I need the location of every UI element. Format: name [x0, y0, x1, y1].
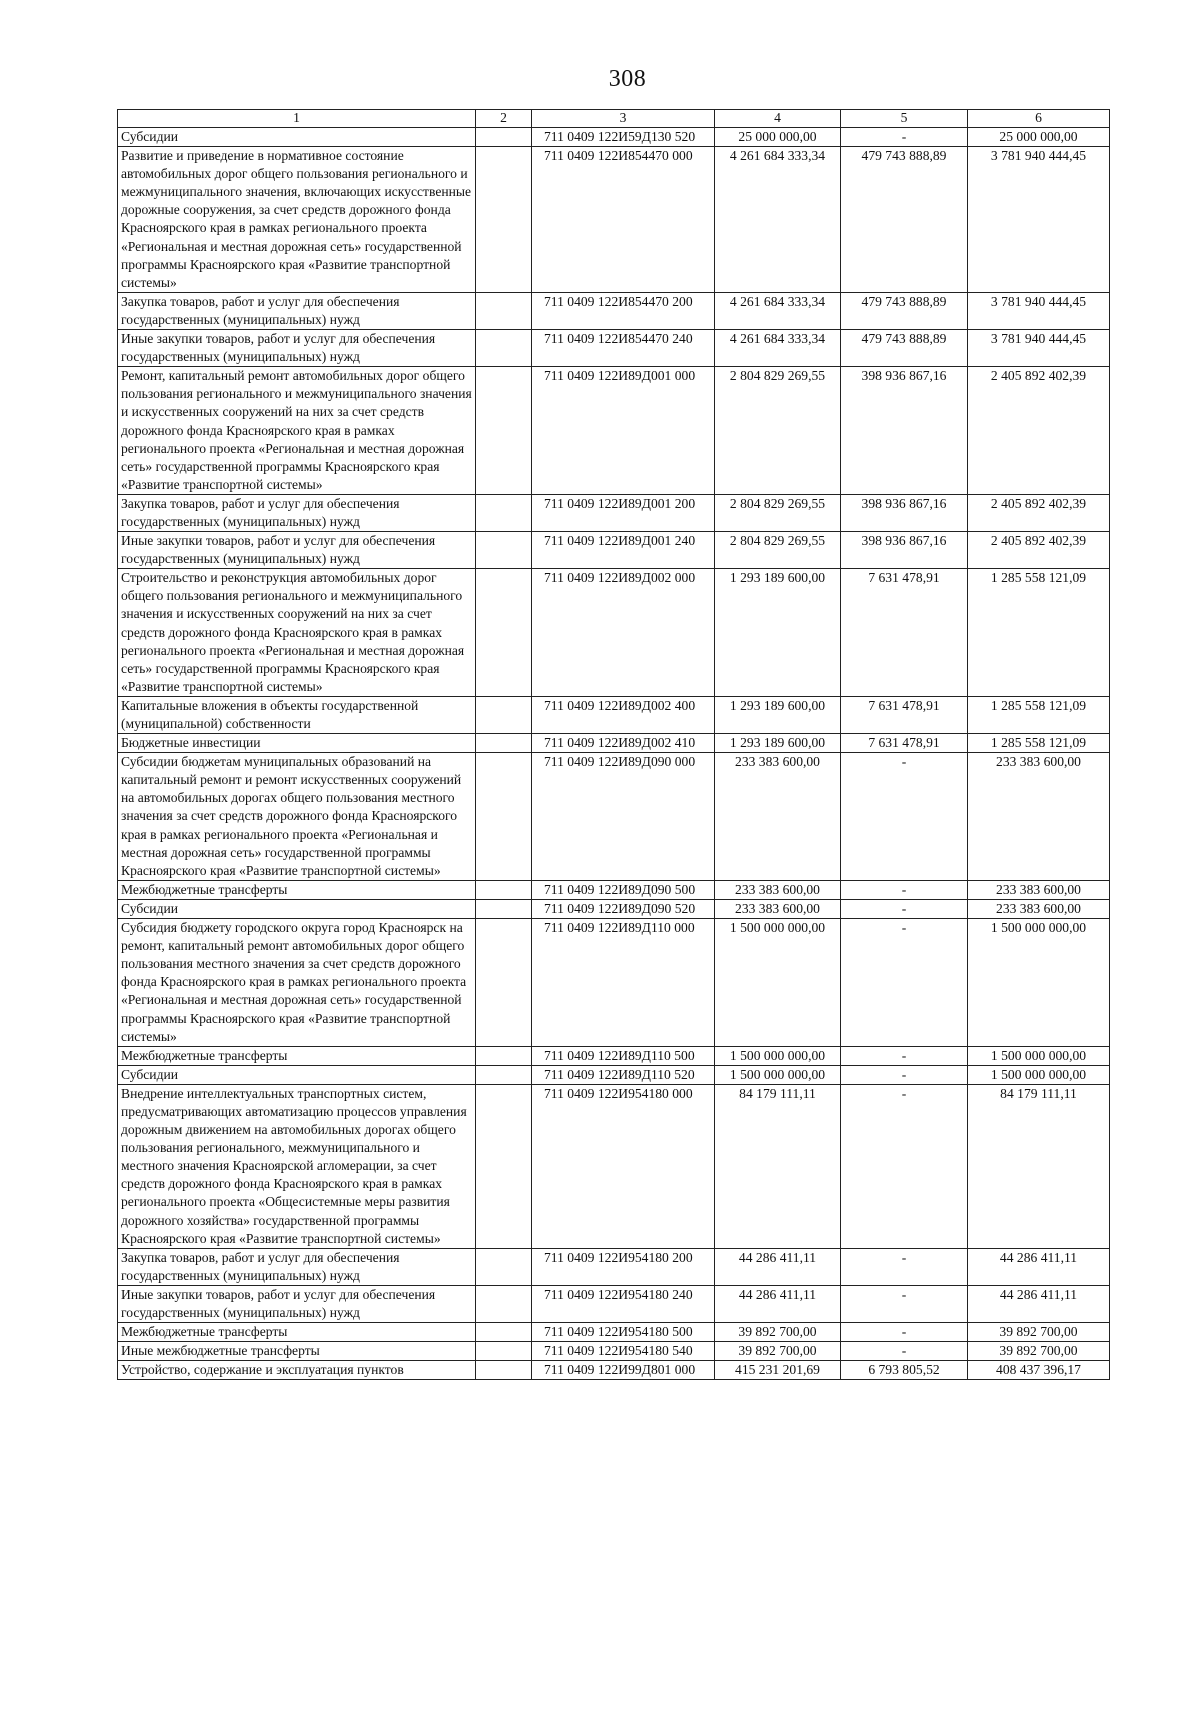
row-amount-cell: 84 179 111,11 [968, 1084, 1110, 1248]
row-amount-cell: 39 892 700,00 [715, 1342, 841, 1361]
row-empty-cell [476, 494, 532, 531]
row-amount-cell: - [841, 1323, 968, 1342]
row-amount-cell: 233 383 600,00 [715, 899, 841, 918]
row-name-cell: Субсидии [118, 899, 476, 918]
row-amount-cell: 1 500 000 000,00 [715, 1065, 841, 1084]
row-amount-cell: 25 000 000,00 [715, 128, 841, 147]
table-row [118, 367, 1110, 495]
row-code-cell: 711 0409 122И89Д090 500 [532, 880, 715, 899]
row-amount-cell: 44 286 411,11 [968, 1285, 1110, 1322]
row-amount-cell: - [841, 1342, 968, 1361]
row-amount-cell: 233 383 600,00 [968, 880, 1110, 899]
row-amount-cell: 479 743 888,89 [841, 292, 968, 329]
row-amount-cell: - [841, 919, 968, 1047]
row-amount-cell: 398 936 867,16 [841, 367, 968, 495]
row-code-cell: 711 0409 122И89Д002 000 [532, 569, 715, 697]
row-amount-cell: 1 500 000 000,00 [968, 1046, 1110, 1065]
row-code-cell: 711 0409 122И89Д001 000 [532, 367, 715, 495]
table-row [118, 753, 1110, 881]
row-amount-cell: 1 500 000 000,00 [968, 919, 1110, 1047]
row-empty-cell [476, 1361, 532, 1380]
row-amount-cell: 7 631 478,91 [841, 569, 968, 697]
row-name-cell: Бюджетные инвестиции [118, 734, 476, 753]
row-code-cell: 711 0409 122И89Д110 500 [532, 1046, 715, 1065]
header-cell: 5 [841, 110, 968, 128]
row-amount-cell: - [841, 1065, 968, 1084]
row-empty-cell [476, 1285, 532, 1322]
table-row [118, 1248, 1110, 1285]
header-cell: 2 [476, 110, 532, 128]
row-empty-cell [476, 532, 532, 569]
row-amount-cell: - [841, 1084, 968, 1248]
row-amount-cell: 2 804 829 269,55 [715, 532, 841, 569]
row-code-cell: 711 0409 122И954180 200 [532, 1248, 715, 1285]
page-number: 308 [608, 66, 647, 92]
row-name-cell: Развитие и приведение в нормативное состояние автомобильных дорог общего пользования регионального и межмуниципального значения, включающих искусственные дорожные сооружения, за счет средств дорожного фонда Красноярского края в рамках регионального проекта «Региональная и местная дорожная сеть» государственной программы Красноярского края «Развитие транспортной системы» [118, 147, 476, 293]
row-name-cell: Закупка товаров, работ и услуг для обеспечения государственных (муниципальных) нужд [118, 1248, 476, 1285]
row-empty-cell [476, 1323, 532, 1342]
row-empty-cell [476, 1248, 532, 1285]
row-amount-cell: 3 781 940 444,45 [968, 147, 1110, 293]
table-row [118, 1046, 1110, 1065]
row-amount-cell: 7 631 478,91 [841, 696, 968, 733]
row-empty-cell [476, 880, 532, 899]
header-cell: 4 [715, 110, 841, 128]
row-amount-cell: 1 285 558 121,09 [968, 696, 1110, 733]
row-name-cell: Иные закупки товаров, работ и услуг для обеспечения государственных (муниципальных) нужд [118, 330, 476, 367]
row-name-cell: Межбюджетные трансферты [118, 1046, 476, 1065]
row-name-cell: Субсидии [118, 1065, 476, 1084]
table-row [118, 696, 1110, 733]
table-row [118, 1323, 1110, 1342]
table-row [118, 919, 1110, 1047]
row-empty-cell [476, 1046, 532, 1065]
table-row [118, 1084, 1110, 1248]
row-empty-cell [476, 919, 532, 1047]
row-amount-cell: 3 781 940 444,45 [968, 292, 1110, 329]
table-row [118, 1065, 1110, 1084]
row-amount-cell: 4 261 684 333,34 [715, 292, 841, 329]
row-name-cell: Иные закупки товаров, работ и услуг для обеспечения государственных (муниципальных) нужд [118, 1285, 476, 1322]
row-amount-cell: 2 405 892 402,39 [968, 367, 1110, 495]
row-empty-cell [476, 292, 532, 329]
row-name-cell: Закупка товаров, работ и услуг для обеспечения государственных (муниципальных) нужд [118, 494, 476, 531]
row-amount-cell: 1 293 189 600,00 [715, 569, 841, 697]
table-row [118, 532, 1110, 569]
row-empty-cell [476, 899, 532, 918]
row-amount-cell: - [841, 899, 968, 918]
row-amount-cell: 1 285 558 121,09 [968, 569, 1110, 697]
row-code-cell: 711 0409 122И89Д002 400 [532, 696, 715, 733]
table-row [118, 734, 1110, 753]
row-code-cell: 711 0409 122И954180 500 [532, 1323, 715, 1342]
row-amount-cell: 84 179 111,11 [715, 1084, 841, 1248]
row-name-cell: Иные межбюджетные трансферты [118, 1342, 476, 1361]
row-code-cell: 711 0409 122И854470 200 [532, 292, 715, 329]
row-code-cell: 711 0409 122И89Д090 000 [532, 753, 715, 881]
row-name-cell: Субсидии бюджетам муниципальных образований на капитальный ремонт и ремонт искусственных сооружений на автомобильных дорогах общего пользования местного значения за счет средств дорожного фонда Красноярского края в рамках регионального проекта «Региональная и местная дорожная сеть» государственной программы Красноярского края «Развитие транспортной системы» [118, 753, 476, 881]
row-amount-cell: 39 892 700,00 [715, 1323, 841, 1342]
row-code-cell: 711 0409 122И854470 000 [532, 147, 715, 293]
row-amount-cell: - [841, 1248, 968, 1285]
row-amount-cell: 2 804 829 269,55 [715, 494, 841, 531]
row-amount-cell: 1 293 189 600,00 [715, 734, 841, 753]
row-amount-cell: 1 285 558 121,09 [968, 734, 1110, 753]
row-name-cell: Субсидия бюджету городского округа город Красноярск на ремонт, капитальный ремонт автомобильных дорог общего пользования местного значения за счет средств дорожного фонда Красноярского края в рамках регионального проекта «Региональная и местная дорожная сеть» государственной программы Красноярского края «Развитие транспортной системы» [118, 919, 476, 1047]
table-row [118, 1285, 1110, 1322]
row-amount-cell: - [841, 1046, 968, 1065]
row-amount-cell: 1 500 000 000,00 [968, 1065, 1110, 1084]
row-amount-cell: 1 500 000 000,00 [715, 919, 841, 1047]
row-code-cell: 711 0409 122И954180 000 [532, 1084, 715, 1248]
row-code-cell: 711 0409 122И89Д001 240 [532, 532, 715, 569]
row-name-cell: Строительство и реконструкция автомобильных дорог общего пользования регионального и межмуниципального значения и искусственных сооружений на них за счет средств дорожного фонда Красноярского края в рамках регионального проекта «Региональная и местная дорожная сеть» государственной программы Красноярского края «Развитие транспортной системы» [118, 569, 476, 697]
row-name-cell: Субсидии [118, 128, 476, 147]
row-empty-cell [476, 147, 532, 293]
row-name-cell: Устройство, содержание и эксплуатация пунктов [118, 1361, 476, 1380]
row-amount-cell: 479 743 888,89 [841, 330, 968, 367]
table-row [118, 1361, 1110, 1380]
row-empty-cell [476, 1084, 532, 1248]
row-amount-cell: 39 892 700,00 [968, 1323, 1110, 1342]
row-code-cell: 711 0409 122И99Д801 000 [532, 1361, 715, 1380]
table-row [118, 899, 1110, 918]
row-amount-cell: 2 405 892 402,39 [968, 494, 1110, 531]
row-amount-cell: 408 437 396,17 [968, 1361, 1110, 1380]
row-amount-cell: 4 261 684 333,34 [715, 330, 841, 367]
row-code-cell: 711 0409 122И954180 240 [532, 1285, 715, 1322]
row-amount-cell: 415 231 201,69 [715, 1361, 841, 1380]
table-row [118, 1342, 1110, 1361]
row-name-cell: Внедрение интеллектуальных транспортных систем, предусматривающих автоматизацию процессов управления дорожным движением на автомобильных дорогах общего пользования регионального, межмуниципального и местного значения Красноярской агломерации, за счет средств дорожного фонда Красноярского края в рамках регионального проекта «Общесистемные меры развития дорожного хозяйства» государственной программы Красноярского края «Развитие транспортной системы» [118, 1084, 476, 1248]
row-amount-cell: 3 781 940 444,45 [968, 330, 1110, 367]
row-code-cell: 711 0409 122И89Д110 520 [532, 1065, 715, 1084]
row-name-cell: Закупка товаров, работ и услуг для обеспечения государственных (муниципальных) нужд [118, 292, 476, 329]
row-amount-cell: 398 936 867,16 [841, 494, 968, 531]
table-row [118, 128, 1110, 147]
row-empty-cell [476, 128, 532, 147]
table-row [118, 330, 1110, 367]
row-name-cell: Капитальные вложения в объекты государственной (муниципальной) собственности [118, 696, 476, 733]
table-row [118, 494, 1110, 531]
row-amount-cell: 233 383 600,00 [715, 880, 841, 899]
row-code-cell: 711 0409 122И59Д130 520 [532, 128, 715, 147]
row-amount-cell: 398 936 867,16 [841, 532, 968, 569]
row-amount-cell: 1 500 000 000,00 [715, 1046, 841, 1065]
row-empty-cell [476, 696, 532, 733]
row-name-cell: Ремонт, капитальный ремонт автомобильных дорог общего пользования регионального и межмуниципального значения и искусственных сооружений на них за счет средств дорожного фонда Красноярского края в рамках регионального проекта «Региональная и местная дорожная сеть» государственной программы Красноярского края «Развитие транспортной системы» [118, 367, 476, 495]
row-empty-cell [476, 1342, 532, 1361]
row-amount-cell: 4 261 684 333,34 [715, 147, 841, 293]
row-empty-cell [476, 330, 532, 367]
row-amount-cell: 233 383 600,00 [968, 753, 1110, 881]
table-header-row [118, 110, 1110, 128]
header-cell: 6 [968, 110, 1110, 128]
row-amount-cell: 25 000 000,00 [968, 128, 1110, 147]
row-empty-cell [476, 1065, 532, 1084]
row-empty-cell [476, 569, 532, 697]
row-empty-cell [476, 734, 532, 753]
row-name-cell: Межбюджетные трансферты [118, 1323, 476, 1342]
row-amount-cell: 479 743 888,89 [841, 147, 968, 293]
row-amount-cell: 6 793 805,52 [841, 1361, 968, 1380]
row-amount-cell: 233 383 600,00 [715, 753, 841, 881]
row-name-cell: Межбюджетные трансферты [118, 880, 476, 899]
row-name-cell: Иные закупки товаров, работ и услуг для обеспечения государственных (муниципальных) нужд [118, 532, 476, 569]
header-cell: 1 [118, 110, 476, 128]
row-amount-cell: - [841, 880, 968, 899]
row-amount-cell: 233 383 600,00 [968, 899, 1110, 918]
row-code-cell: 711 0409 122И89Д002 410 [532, 734, 715, 753]
table-row [118, 292, 1110, 329]
row-empty-cell [476, 753, 532, 881]
row-amount-cell: - [841, 753, 968, 881]
row-empty-cell [476, 367, 532, 495]
budget-table [117, 109, 1110, 1380]
row-amount-cell: 1 293 189 600,00 [715, 696, 841, 733]
row-amount-cell: 2 804 829 269,55 [715, 367, 841, 495]
row-amount-cell: 2 405 892 402,39 [968, 532, 1110, 569]
row-code-cell: 711 0409 122И89Д090 520 [532, 899, 715, 918]
row-amount-cell: 39 892 700,00 [968, 1342, 1110, 1361]
row-code-cell: 711 0409 122И954180 540 [532, 1342, 715, 1361]
row-amount-cell: 44 286 411,11 [715, 1285, 841, 1322]
row-code-cell: 711 0409 122И89Д110 000 [532, 919, 715, 1047]
table-row [118, 880, 1110, 899]
row-code-cell: 711 0409 122И89Д001 200 [532, 494, 715, 531]
row-code-cell: 711 0409 122И854470 240 [532, 330, 715, 367]
row-amount-cell: - [841, 128, 968, 147]
row-amount-cell: 44 286 411,11 [715, 1248, 841, 1285]
row-amount-cell: 44 286 411,11 [968, 1248, 1110, 1285]
header-cell: 3 [532, 110, 715, 128]
table-row [118, 569, 1110, 697]
table-row [118, 147, 1110, 293]
row-amount-cell: - [841, 1285, 968, 1322]
row-amount-cell: 7 631 478,91 [841, 734, 968, 753]
